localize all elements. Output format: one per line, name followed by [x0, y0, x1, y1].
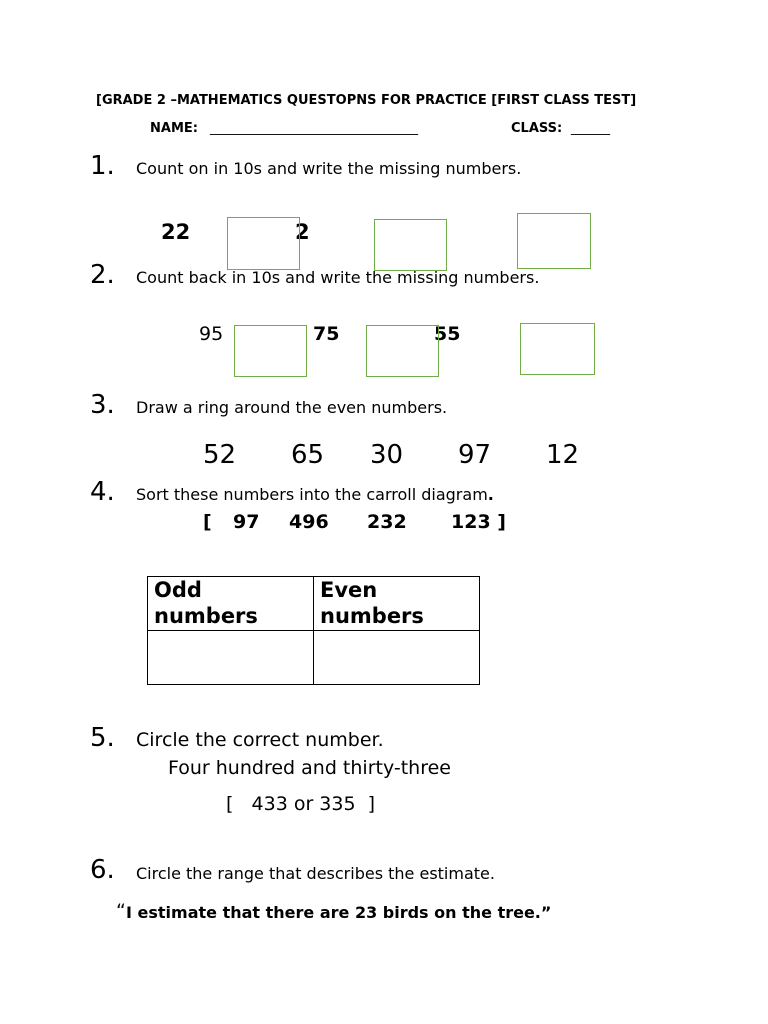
q6-quote-open: “: [116, 900, 126, 922]
worksheet-title: [GRADE 2 –MATHEMATICS QUESTOPNS FOR PRACTICE [FIRST CLASS TEST]: [96, 93, 637, 108]
q3-number-97[interactable]: 97: [458, 440, 492, 470]
q5-text: Circle the correct number.: [136, 729, 384, 751]
class-line: ______: [571, 121, 610, 136]
q5-words: Four hundred and thirty-three: [168, 757, 451, 779]
q4-list-123: 123 ]: [451, 511, 506, 533]
even-numbers-header: Even numbers: [314, 577, 480, 631]
q1-number: 1.: [90, 151, 115, 181]
q6-number: 6.: [90, 855, 115, 885]
q6-quote: I estimate that there are 23 birds on the tree.”: [126, 903, 552, 922]
q3-number-65[interactable]: 65: [291, 440, 325, 470]
even-numbers-cell[interactable]: [314, 631, 480, 685]
q2-answer-box-2[interactable]: [366, 325, 439, 377]
class-label: CLASS:: [511, 121, 563, 136]
odd-numbers-header: Odd numbers: [148, 577, 314, 631]
q5-number: 5.: [90, 723, 115, 753]
q2-number: 2.: [90, 260, 115, 290]
q2-value-2: 75: [313, 323, 340, 345]
q4-text: Sort these numbers into the carroll diagram.: [136, 485, 494, 504]
q6-text: Circle the range that describes the estimate.: [136, 864, 495, 883]
q4-list-97: 97: [233, 511, 260, 533]
q3-number-52[interactable]: 52: [203, 440, 237, 470]
name-line: ________________________________: [210, 121, 418, 136]
q5-choices[interactable]: [ 433 or 335 ]: [226, 793, 376, 815]
q2-text: Count back in 10s and write the missing numbers.: [136, 268, 540, 287]
q2-value-1: 95: [199, 323, 224, 345]
q1-value-1: 22: [161, 220, 191, 244]
q3-text: Draw a ring around the even numbers.: [136, 398, 448, 417]
q3-number-30[interactable]: 30: [370, 440, 404, 470]
q1-value-2: 2: [295, 220, 310, 244]
q2-answer-box-3[interactable]: [520, 323, 595, 375]
q3-number-12[interactable]: 12: [546, 440, 580, 470]
q1-answer-box-1[interactable]: [227, 217, 300, 270]
q1-answer-box-2[interactable]: [374, 219, 447, 271]
q1-answer-box-3[interactable]: [517, 213, 591, 269]
q2-value-3: 55: [434, 323, 461, 345]
q4-list-496: 496: [289, 511, 329, 533]
q1-text: Count on in 10s and write the missing numbers.: [136, 159, 522, 178]
q4-list-232: 232: [367, 511, 407, 533]
name-label: NAME:: [150, 121, 198, 136]
carroll-diagram: [147, 576, 480, 685]
q4-number: 4.: [90, 477, 115, 507]
q4-list-open: [: [203, 511, 212, 533]
q2-answer-box-1[interactable]: [234, 325, 307, 377]
q3-number: 3.: [90, 390, 115, 420]
odd-numbers-cell[interactable]: [148, 631, 314, 685]
